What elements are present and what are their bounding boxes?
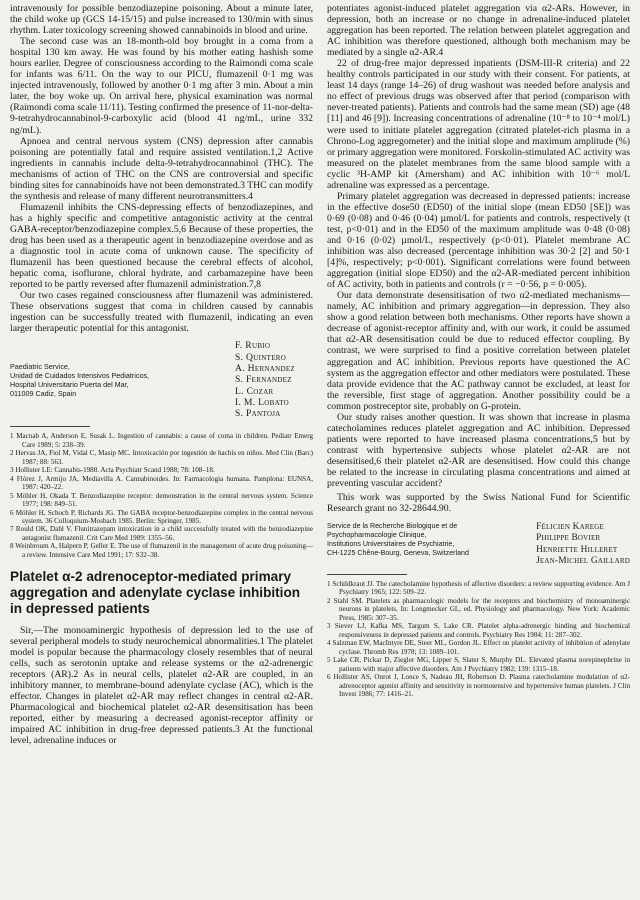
reference-list xyxy=(10,432,313,559)
reference-list xyxy=(327,580,630,699)
reference-item: 2 Hervas JA, Fiol M, Vidal C, Masip MC. Intoxicación por ingestión de hachís en niños. Med Clin (Barc) 1987; 88: 563. xyxy=(10,449,313,466)
author-names: F. Rubio S. Quintero A. Hernandez S. Fernandez L. Cozar I. M. Lobato S. Pantoja xyxy=(235,340,295,420)
reference-item: 6 Möhler H, Schoch P, Richards JG. The GABA receptor-benzodiazepine complex in the central nervous system. 36 Colloquium-Mosbach 1985. Berlin: Springer, 1985. xyxy=(10,508,313,526)
reference-item: 4 Salzman EW, MacIntyre DE, Steer ML, Gordon JL. Effect on platelet activity of inhibition of adenylate cyclase. Thromb Res 1978; 13: 1089–101. xyxy=(327,639,630,656)
reference-item: 8 Weinbroum A, Halpern P, Geller E. The use of flumazenil in the management of acute drug poisoning—a review. Intensive Care Med 1991; 17: S32–38. xyxy=(10,542,313,559)
reference-item: 1 Schildkraut JJ. The catecholamine hypothesis of affective disorders: a review supporting evidence. Am J Psychiatry 1965; 122: 509–22. xyxy=(327,579,630,597)
reference-item: 2 Stahl SM. Platelets as pharmacologic models for the receptors and biochemistry of monoaminergic neurons in platelets. In: Longmecker GL, ed. Physiology and pharmacology. New York: Academic Press, 1985: 307–35. xyxy=(327,596,630,622)
signature-block xyxy=(327,522,630,567)
divider xyxy=(327,574,407,575)
signature-block xyxy=(10,340,313,419)
reference-item: 3 Hollister LE: Cannabis-1988. Acta Psychiatr Scand 1988; 78: 108–18. xyxy=(10,466,215,475)
paragraph: Primary platelet aggregation was decreased in depressed patients: increase in the effective dose50 (ED50) of the initial slope (mean ED50 [SE]) was 0·69 (0·08) and 0·46 (0·04) µmol/L for patients and controls, respectively (t test, p<0·01) and in the ED50 of the maximum amplitude was 0·48 (0·08) and 0·16 (0·02) µmol/L, respectively (p<0·01). Platelet membrane AC inhibition was also decreased (percentage inhibition was 30·2 [2] and 50·1 [4]%, respectively; p<0·001). Significant correlations were found between aggregation (initial slope ED50) and the α2-AR-mediated percent inhibition of AC activity, both in patients and controls (r = −0·56, p = 0·005). xyxy=(327,190,630,291)
paragraph: potentiates agonist-induced platelet aggregation via α2-ARs. However, in depression, both an increase or no change in adrenaline-induced platelet aggregation has been reported. The relation between platelet aggregation and AC inhibition was therefore questioned, although both mechanism may be mediated by a single α2-AR.4 xyxy=(327,3,630,59)
paragraph: The second case was an 18-month-old boy brought in a coma from a hospital 130 km away. He was found by his mother eating hashish some hours earlier. Degree of consciousness according to the Raimondi coma scale for infants was 6/11. On the way to our PICU, flumazenil 0·1 mg was injected intravenously, followed by another 0·1 mg after 3 min. About a min later, the boy woke up. On arrival here, physical examination was normal (Raimondi coma scale 11/11). Testing confirmed the presence of 11-nor-delta-9-tetrahydrocannabinol-9-carboxylic acid (blood 41 ng/mL, urine 332 ng/mL). xyxy=(10,36,313,136)
reference-item: 5 Möhler H, Okada T. Benzodiazepine receptor: demonstration in the central nervous system. Science 1977; 198: 849–51. xyxy=(10,491,313,509)
reference-item: 4 Flórez J, Armijo JA, Mediavilla A. Cannabinoides. In: Farmacologia humana. Pamplona: EUNSA, 1987: 420–22. xyxy=(10,474,313,492)
paragraph: Flumazenil inhibits the CNS-depressing effects of benzodiazepines, and has a highly specific and competitive antagonistic activity at the central GABA-receptor/benzodiazepine complex.5,6 Because of these properties, the drug has been used as a therapeutic agent in benzodiazepine overdose and as a diagnostic tool in acute coma of unknown cause. The specificity of flumazenil has been questioned because the cerebral effects of alcohol, hepatic coma, isoflurane, chloral hydrate, and carbamazepine have been reported to be partly reversed after flumazenil administration.7,8 xyxy=(10,201,313,291)
author-names: Félicien Karege Philippe Bovier Henriette Hilleret Jean-Michel Gaillard xyxy=(536,522,630,566)
paragraph: Sir,—The monoaminergic hypothesis of depression led to the use of several peripheral models to study neurochemical abnormalities.1 The platelet model is popular because the pharmacology closely resembles that of neural cells, such as serotonin uptake and release systems or the α2-adrenergic receptors (AR).2 As in neural cells, platelet α2-AR are coupled, in an inhibitory manner, to membrane-bound adenylate cyclase (AC), which is the effector. Changes in platelet α2-AR may reflect changes in central α2-AR. Pharmacological and biochemical platelet α2-AR desensitisation has been reported, either by measuring a decreased agonist-receptor affinity or impaired AC inhibition in drug-free depressed patients.3 At the functional level, adrenaline induces or xyxy=(10,624,313,747)
author-address: Paediatric Service, Unidad de Cuidados Intensivos Pediatricos, Hospital Universitario Puerta del Mar, 011009 Cadiz, Spain xyxy=(10,362,150,399)
paragraph: Our two cases regained consciousness after flumazenil was administered. These observations suggest that coma in children caused by cannabis ingestion can be successfully treated with flumazenil, indicating an even larger therapeutic potential for this antagonist. xyxy=(10,290,313,335)
funding-note: This work was supported by the Swiss National Fund for Scientific Research grant no 32-28644.90. xyxy=(327,492,630,515)
paragraph: 22 of drug-free major depressed inpatients (DSM-III-R criteria) and 22 healthy controls participated in our study with their consent. For patients, at least 14 days (range 14–26) of drug washout was needed before analysis and no effect of previous drugs was observed after that period (comparison with never-treated patients). Patients and controls had the same mean (SD) age (48 [11] and 46 [9]). Increasing concentrations of adrenaline (10⁻⁸ to 10⁻⁴ mol/L) were used to initiate platelet aggregation (citrated platelet-rich plasma in a Chrono-Log aggregometer) and the initial slope and maximum amplitude (%) or primary aggregation were monitored. Forskolin-stimulated AC activity was measured on the platelet membranes from the same blood sample with a cyclic ³H-AMP kit (Amersham) and AC inhibition with 10⁻⁶ mol/L adrenaline was expressed as a percentage. xyxy=(327,58,630,191)
paragraph: Apnoea and central nervous system (CNS) depression after cannabis poisoning are potentially fatal and require assisted ventilation.1,2 Active ingredients in cannabis include delta-9-tetrahydrocannabinol (THC). The mechanisms of action of THC on the CNS are controversial and specific binding sites for cannabinoids have not been demonstrated.3 THC can modify the synthesis and release of many different neurotransmitters.4 xyxy=(10,135,313,202)
reference-item: 5 Lake CR, Pickar D, Ziegler MG, Lipper S, Slater S, Murphy DL. Elevated plasma norepinephrine in patients with major affective disorders. Am J Psychiatry 1982; 139: 1315–18. xyxy=(327,656,630,673)
reference-item: 7 Rould OK, Dahl V. Flunitrazepam intoxication in a child successfully treated with the benzodiazepine antagonist flumazenil. Crit Care Med 1989: 1355–56. xyxy=(10,525,313,542)
right-column xyxy=(327,3,630,746)
reference-item: 6 Hollister AS, Onrot J, Lonce S, Nadeau JH, Robertson D. Plasma catecholamine modulation of α2-adrenoceptor agonist affinity and sensitivity in normotensive and hypertensive human platelets. J Clin Invest 1986; 77: 1416–21. xyxy=(327,673,630,699)
paragraph: intravenously for possible benzodiazepine poisoning. About a minute later, the child woke up (GCS 14-15/15) and pulse increased to 130/min with sinus rhythm. Later toxicology screening showed cannabinoids in blood and urine. xyxy=(10,3,313,37)
divider xyxy=(10,426,90,427)
paragraph: Our study raises another question. It was shown that increase in plasma catecholamines reduces platelet aggregation and AC inhibition. Depressed patients were reported to have increased plasma concentrations,5 but by contrast with hypertensive subjects whose platelet α2-AR are not desensitised,6 their platelet α2-AR are desensitised. How could this change be related to the increase in circulating plasma concentrations and aimed at preventing vascular accident? xyxy=(327,411,630,490)
reference-item: 1 Macnab A, Anderson E, Susak L. Ingestion of cannabis: a cause of coma in children. Pediatr Emerg Care 1989; 5: 238–39. xyxy=(10,432,313,449)
letter-title: Platelet α-2 adrenoceptor-mediated primary aggregation and adenylate cyclase inhibition in depressed patients xyxy=(10,569,301,616)
author-address: Service de la Recherche Biologique et de Psychopharmacologie Clinique, Institutions Universitaires de Psychiatrie, CH-1225 Chêne-Bourg, Geneva, Switzerland xyxy=(327,522,469,557)
paragraph: Our data demonstrate desensitisation of two α2-mediated mechanisms—namely, AC inhibition and primary aggregation—in depression. They also show a good relation between both mechanisms. Other reports have shown a decrease of agonist-receptor affinity and, with our work, it could be assumed that α2-AR desensitisation could be due to reduced effector coupling. By contrast, we were surprised to find a positive correlation between platelet aggregation and AC inhibition. Previous reports have questioned the AC system as the aggregation effector and other mediators were postulated. These data provide evidence that the AC pathway cannot be excluded, at least for the reversible, first stage of aggregation. Another possibility could be a common postreceptor site, probably on G-protein. xyxy=(327,290,630,412)
left-column xyxy=(10,3,313,746)
reference-item: 3 Siever LJ, Kafka MS, Targum S, Lake CR. Platelet alpha-adrenergic binding and biochemical responsiveness in depressed patients and controls. Psychiatry Res 1984; 11: 287–302. xyxy=(327,622,630,639)
